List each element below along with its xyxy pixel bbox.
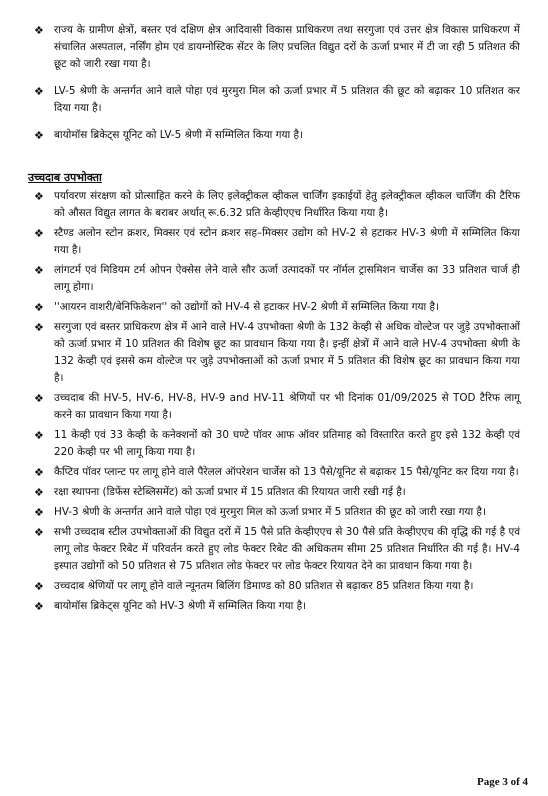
list-item: ❖ उच्चदाब श्रेणियों पर लागू होने वाले न्यूनतम बिलिंग डिमाण्ड को 80 प्रतिशत से बढ़ाकर 85 प्रतिशत किया गया है।: [34, 580, 474, 593]
list-item: ❖ बायोमॉस ब्रिकेट्स यूनिट को LV-5 श्रेणी में सम्मिलित किया गया है।: [34, 129, 303, 142]
bullet-icon: ❖: [34, 227, 44, 240]
bullet-icon: ❖: [34, 429, 44, 442]
bullet-icon: ❖: [34, 85, 44, 98]
list-item: ❖ कैप्टिव पॉवर प्लान्ट पर लागू होने वाले पैरेलल ऑपरेशन चार्जेस को 13 पैसे/यूनिट से बढ़ाकर 15 पैसे/यूनिट कर दिया गया है।: [34, 466, 519, 479]
list-item: ❖ पर्यावरण संरक्षण को प्रोत्साहित करने के लिए इलेक्ट्रीकल व्हीकल चार्जिंग इकाईयों हेतु इलेक्ट्रीकल व्हीकल चार्जिंग की टैरिफ को औसत विद्युत लागत के बराबर अर्थात् रू.6.32 प्रति केव्हीएएच निर्धारित किया गया है।: [34, 190, 520, 219]
list-item: ❖ HV-3 श्रेणी के अन्तर्गत आने वाले पोहा एवं मुरमुरा मिल को ऊर्जा प्रभार में 5 प्रतिशत की छूट को जारी रखा गया है।: [34, 506, 486, 519]
list-item: ❖ ''आयरन वाशरी/बेनिफिकेशन'' को उद्योगों को HV-4 से हटाकर HV-2 श्रेणी में सम्मिलित किया गया है।: [34, 301, 439, 314]
lv-items-list: [28, 22, 520, 144]
list-item: ❖ सरगुजा एवं बस्तर प्राधिकरण क्षेत्र में आने वाले HV-4 उपभोक्ता श्रेणी के 132 केव्ही से अधिक वोल्टेज पर जुड़े उपभोक्ताओं को ऊर्जा प्रभार में 10 प्रतिशत की विशेष छूट का प्रावधान किया गया है। इन्हीं क्षेत्रों में आने वाले HV-4 उपभोक्ता श्रेणी के 132 केव्ही एवं इससे कम वोल्टेज पर जुड़े उपभोक्ताओं को ऊर्जा प्रभार में 5 प्रतिशत की विशेष छूट का प्रावधान किया गया है।: [34, 321, 520, 384]
section-heading: उच्चदाब उपभोक्ता: [28, 171, 102, 184]
list-item: ❖ उच्चदाब की HV-5, HV-6, HV-8, HV-9 and HV-11 श्रेणियों पर भी दिनांक 01/09/2025 से TOD टैरिफ लागू करने का प्रावधान किया गया है।: [34, 392, 520, 421]
bullet-icon: ❖: [34, 264, 44, 277]
bullet-icon: ❖: [34, 24, 44, 37]
bullet-icon: ❖: [34, 129, 44, 142]
bullet-icon: ❖: [34, 301, 44, 314]
bullet-icon: ❖: [34, 466, 44, 479]
bullet-icon: ❖: [34, 506, 44, 519]
bullet-icon: ❖: [34, 580, 44, 593]
list-item: ❖ राज्य के ग्रामीण क्षेत्रों, बस्तर एवं दक्षिण क्षेत्र आदिवासी विकास प्राधिकरण तथा सरगुजा एवं उत्तर क्षेत्र विकास प्राधिकरण में संचालित अस्पताल, नर्सिंग होम एवं डायग्नोस्टिक सेंटर के लिए प्रचलित विद्युत दरों के ऊर्जा प्रभार में टी जा रही 5 प्रतिशत की छूट को जारी रखा गया है।: [34, 24, 520, 70]
list-item: ❖ लांगटर्म एवं मिडियम टर्म ओपन ऐक्सेस लेने वाले सौर ऊर्जा उत्पादकों पर नॉर्मल ट्रासमिशन चार्जेस का 33 प्रतिशत चार्ज ही लागू होगा।: [34, 264, 520, 293]
list-item: ❖ स्टैण्ड अलोन स्टोन क्रशर, मिक्सर एवं स्टोन क्रशर सह–मिक्सर उद्योग को HV-2 से हटाकर HV-3 श्रेणी में सम्मिलित किया गया है।: [34, 227, 520, 256]
list-item: ❖ सभी उच्चदाब स्टील उपभोक्ताओं की विद्युत दरों में 15 पैसे प्रति केव्हीएएच से 30 पैसे प्रति केव्हीएएच की वृद्धि की गई है एवं लागू लोड फेक्टर रिबेट में परिवर्तन करते हुए लोड फेक्टर रिबेट की अधिकतम सीमा 25 प्रतिशत निर्धारित की गई है। HV-4 इस्पात उद्योगों को 50 प्रतिशत से 75 प्रतिशत लोड फेक्टर पर लोड फेक्टर रियायत देने का प्रावधान किया गया है।: [34, 526, 520, 572]
list-item: ❖ रक्षा स्थापना (डिफेंस स्टेब्लिसमेंट) को ऊर्जा प्रभार में 15 प्रतिशत की रियायत जारी रखी गई है।: [34, 486, 406, 499]
list-item: ❖ LV-5 श्रेणी के अन्तर्गत आने वाले पोहा एवं मुरमुरा मिल को ऊर्जा प्रभार में 5 प्रतिशत की छूट को बढ़ाकर 10 प्रतिशत कर दिया गया है।: [34, 85, 520, 114]
bullet-icon: ❖: [34, 321, 44, 334]
page-number: Page 3 of 4: [476, 776, 528, 788]
list-item: ❖ बायोमॉस ब्रिकेट्स यूनिट को HV-3 श्रेणी में सम्मिलित किया गया है।: [34, 600, 307, 613]
bullet-icon: ❖: [34, 600, 44, 613]
bullet-icon: ❖: [34, 526, 44, 539]
bullet-icon: ❖: [34, 486, 44, 499]
bullet-icon: ❖: [34, 190, 44, 203]
list-item: ❖ 11 केव्ही एवं 33 केव्ही के कनेक्शनों को 30 घण्टे पॉवर आफ ऑवर प्रतिमाह को विस्तारित करते हुए इसे 132 केव्ही एवं 220 केव्ही पर भी लागू किया गया है।: [34, 429, 520, 458]
hv-items-list: [28, 188, 520, 615]
bullet-icon: ❖: [34, 392, 44, 405]
